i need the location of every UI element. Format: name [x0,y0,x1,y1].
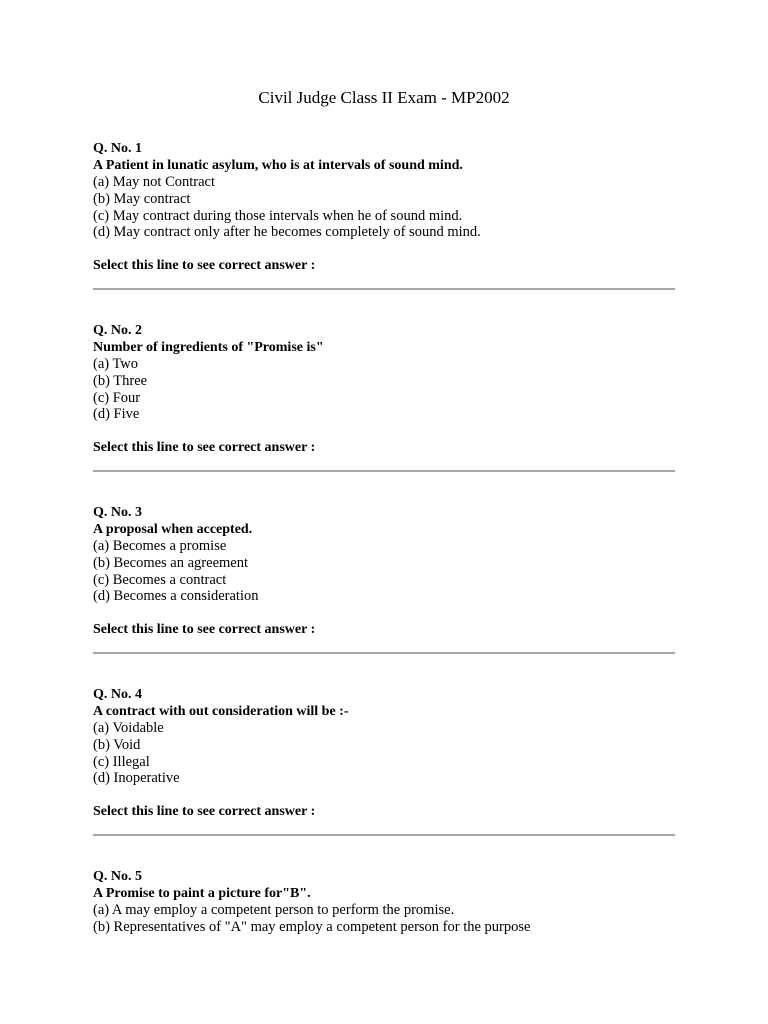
question-separator [93,652,675,654]
question-number: Q. No. 3 [93,505,142,520]
answer-option: (a) Voidable [93,720,164,736]
question-block [93,504,675,654]
question-block [93,686,675,836]
question-number: Q. No. 4 [93,687,142,702]
question-text: A proposal when accepted. [93,522,253,537]
reveal-answer-line[interactable]: Select this line to see correct answer : [93,440,316,456]
answer-option: (c) Four [93,389,141,406]
answer-option: (a) May not Contract [93,174,216,190]
question-block [93,322,675,472]
answer-option: (b) Becomes an agreement [93,554,248,571]
answer-option: (b) May contract [93,190,191,207]
answer-option: (b) Void [93,736,141,753]
reveal-answer-line[interactable]: Select this line to see correct answer : [93,622,316,638]
answer-option: (b) Three [93,372,148,389]
answer-option: (d) Becomes a consideration [93,588,259,605]
question-number: Q. No. 5 [93,869,142,884]
answer-option: (d) May contract only after he becomes completely of sound mind. [93,224,481,241]
reveal-answer-line[interactable]: Select this line to see correct answer : [93,804,316,820]
answer-option: (c) Illegal [93,753,150,770]
answer-option: (b) Representatives of "A" may employ a competent person for the purpose [93,918,531,935]
answer-option: (d) Five [93,406,140,423]
question-text: A contract with out consideration will be :- [93,704,349,719]
question-block [93,868,675,936]
question-number: Q. No. 2 [93,323,142,338]
question-text: Number of ingredients of "Promise is" [93,340,324,355]
answer-option: (d) Inoperative [93,770,180,787]
reveal-answer-line[interactable]: Select this line to see correct answer : [93,258,316,274]
answer-option: (a) Becomes a promise [93,538,227,554]
answer-option: (a) Two [93,356,139,372]
question-number: Q. No. 1 [93,141,142,156]
document-title: Civil Judge Class II Exam - MP2002 [258,88,510,107]
question-text: A Patient in lunatic asylum, who is at intervals of sound mind. [93,158,463,173]
question-text: A Promise to paint a picture for"B". [93,886,311,901]
answer-option: (c) Becomes a contract [93,571,227,588]
answer-option: (c) May contract during those intervals when he of sound mind. [93,207,463,224]
question-separator [93,288,675,290]
question-separator [93,834,675,836]
question-separator [93,470,675,472]
answer-option: (a) A may employ a competent person to perform the promise. [93,902,455,918]
question-block [93,140,675,290]
